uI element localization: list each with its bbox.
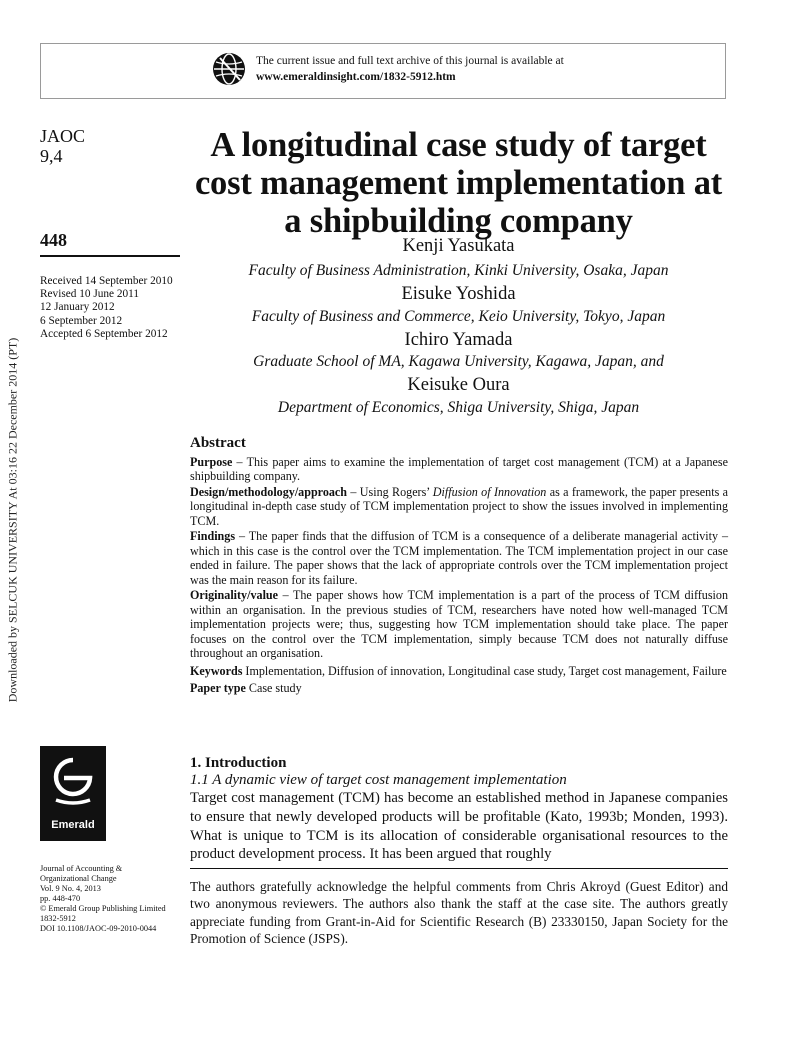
abstract-heading: Abstract: [190, 435, 246, 451]
abstract-section: [190, 436, 728, 697]
design-label: Design/methodology/approach: [190, 484, 348, 499]
journal-info-doi: DOI 10.1108/JAOC-09-2010-0044: [40, 924, 157, 933]
author-affiliation: Faculty of Business Administration, Kinki University, Osaka, Japan: [248, 262, 669, 279]
abstract-findings: [190, 529, 728, 587]
emerald-mark-icon: [50, 754, 96, 812]
emerald-logo: [40, 746, 106, 841]
author-affiliation: Faculty of Business and Commerce, Keio University, Tokyo, Japan: [251, 308, 666, 325]
journal-info-line: pp. 448-470: [40, 894, 81, 903]
banner-text: The current issue and full text archive of this journal is available at: [256, 55, 564, 67]
design-text-pre: – Using Rogers’: [347, 484, 433, 499]
date-revised-3: 6 September 2012: [40, 314, 123, 327]
abstract-keywords: [190, 664, 728, 679]
findings-label: Findings: [190, 529, 236, 543]
journal-info-line: © Emerald Group Publishing Limited: [40, 904, 166, 913]
design-text-italic: Diffusion of Innovation: [432, 484, 547, 499]
paper-type-text: Case study: [245, 681, 302, 695]
page-number-rule: [40, 255, 180, 257]
journal-info-line: Vol. 9 No. 4, 2013: [40, 884, 101, 893]
purpose-text: – This paper aims to examine the implementation of target cost management (TCM) at a Japanese shipbuilding company.: [190, 454, 728, 483]
intro-body: Target cost management (TCM) has become an established method in Japanese companies to ensure that newly developed products will be profitable (Kato, 1993b; Monden, 1993). What is unique to TCM is its allocation of considerable organisational resources to the product development process. It has been argued that roughly: [190, 790, 728, 863]
journal-info-line: 1832-5912: [40, 914, 76, 923]
author-name: Ichiro Yamada: [404, 330, 513, 350]
date-received: Received 14 September 2010: [40, 275, 173, 287]
author-name: Kenji Yasukata: [402, 236, 515, 256]
abstract-originality: [190, 588, 728, 661]
journal-info-line: Journal of Accounting &: [40, 864, 123, 873]
download-side-note: [3, 310, 23, 730]
design-text-post: as a framework, the paper presents a longitudinal in-depth case study of TCM implementation project to show the issues involved in implementing TCM.: [190, 484, 729, 528]
emerald-logo-text: Emerald: [51, 819, 95, 831]
date-accepted: Accepted 6 September 2012: [40, 327, 168, 340]
purpose-label: Purpose: [190, 454, 233, 469]
intro-subheading: 1.1 A dynamic view of target cost management implementation: [190, 772, 567, 788]
findings-text: – The paper finds that the diffusion of TCM is a consequence of a deliberate managerial activity – which in this case is the control over the TCM implementation. The TCM implementation project in our case ended in failure. The paper shows that the lack of appropriate controls over the TCM implementation project was the main reason for its failure.: [190, 529, 728, 587]
page-number: 448: [40, 230, 67, 250]
banner-url-link[interactable]: www.emeraldinsight.com/1832-5912.htm: [256, 71, 456, 83]
paper-type-label: Paper type: [190, 681, 246, 695]
abstract-design: [190, 485, 728, 529]
introduction-section: [190, 755, 728, 864]
journal-volume: 9,4: [40, 146, 63, 166]
journal-info: [40, 864, 166, 934]
date-revised-2: 12 January 2012: [40, 301, 115, 314]
globe-icon: [212, 52, 246, 86]
download-note-text: Downloaded by SELCUK UNIVERSITY At 03:16 22 December 2014 (PT): [5, 337, 20, 703]
journal-code: JAOC: [40, 126, 86, 146]
keywords-label: Keywords: [190, 663, 243, 678]
journal-info-line: Organizational Change: [40, 874, 117, 883]
acknowledgement-footnote: The authors gratefully acknowledge the helpful comments from Chris Akroyd (Guest Editor) and two anonymous reviewers. The authors also thank the staff at the case site. The authors greatly appreciate funding from Grant-in-Aid for Scientific Research (B) 23330150, Japan Society for the Promotion of Science (JSPS).: [190, 879, 728, 946]
footnote-rule: [190, 868, 728, 869]
author-affiliation: Department of Economics, Shiga University, Shiga, Japan: [277, 399, 640, 416]
keywords-text: Implementation, Diffusion of innovation, Longitudinal case study, Target cost management, Failure: [242, 663, 727, 678]
author-name: Keisuke Oura: [407, 375, 510, 395]
abstract-paper-type: [190, 681, 728, 696]
paper-title: A longitudinal case study of target cost management implementation at a shipbuilding company: [194, 126, 723, 240]
abstract-purpose: [190, 455, 728, 484]
intro-heading: 1. Introduction: [190, 755, 287, 771]
date-revised: Revised 10 June 2011: [40, 288, 140, 301]
author-name: Eisuke Yoshida: [401, 284, 516, 304]
originality-label: Originality/value: [190, 588, 279, 602]
author-affiliation: Graduate School of MA, Kagawa University, Kagawa, Japan, and: [253, 353, 664, 370]
submission-dates: [40, 275, 173, 341]
originality-text: – The paper shows how TCM implementation is a part of the process of TCM diffusion within an organisation. In the previous studies of TCM, researchers have noted how well-managed TCM implementation projects were; thus, suggesting how TCM implementation should take place. The paper focuses on the control over the TCM implementation, simply because TCM does not naturally diffuse throughout an organisation.: [190, 588, 728, 660]
